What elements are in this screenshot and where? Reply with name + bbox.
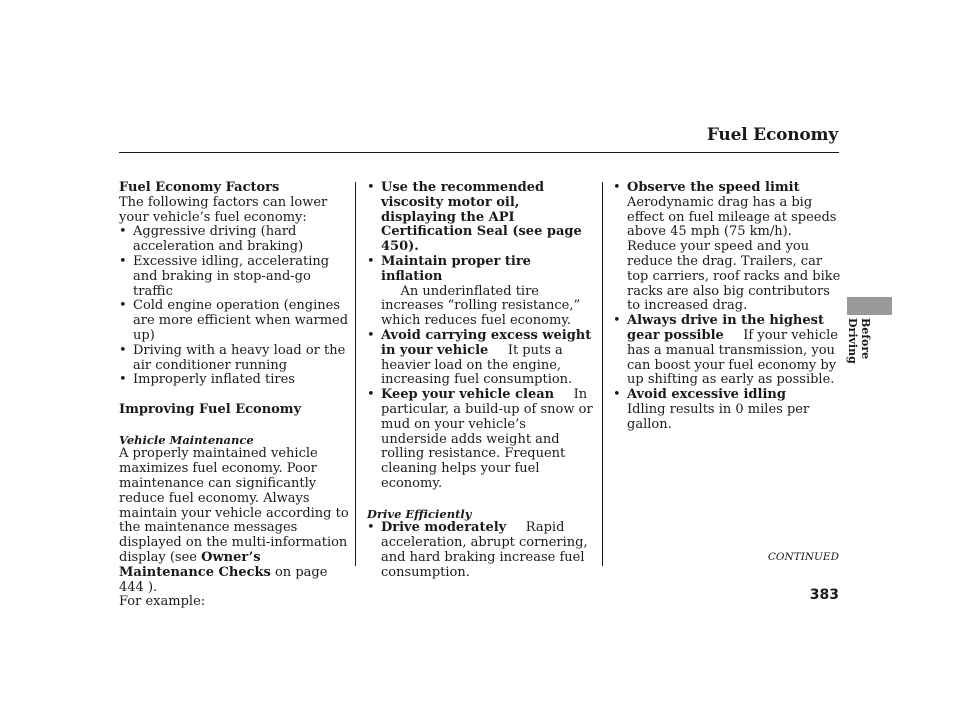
list-item: • Keep your vehicle clean In particular, a build-up of snow or mud on your vehicle’s underside adds weight and rolling resistance. Frequent cleaning helps your fuel economy. — [367, 387, 593, 491]
continued-label: CONTINUED — [767, 551, 839, 563]
list-item: • Always drive in the highest gear possible If your vehicle has a manual transmission, you can boost your fuel economy by up shifting as early as possible. — [613, 313, 838, 388]
column-1 — [119, 181, 351, 610]
list-item: • Observe the speed limit — [613, 180, 800, 195]
page-number: 383 — [809, 587, 839, 603]
tip-text: Aerodynamic drag has a big effect on fuel mileage at speeds above 45 mph (75 km/h). Reduce your speed and you reduce the drag. Trailers, car top carriers, roof racks and bike racks are also big contributors to increased drag. — [627, 194, 841, 314]
list-item: • Excessive idling, accelerating and braking in stop-and-go traffic — [119, 253, 330, 299]
page-title: Fuel Economy — [706, 125, 838, 145]
factors-list — [119, 225, 351, 388]
side-label: Before Driving — [846, 318, 872, 364]
improving-heading: Improving Fuel Economy — [119, 401, 302, 417]
maintenance-paragraph: A properly maintained vehicle maximizes fuel economy. Poor maintenance can significantly reduce fuel economy. Always maintain your vehicle according to the maintenance messages displayed on the multi-information display (see Owner’s Maintenance Checks on page 444 ). — [119, 446, 349, 595]
list-item: • Maintain proper tire inflation — [367, 253, 531, 284]
section-tab — [847, 297, 892, 315]
list-item: • Improperly inflated tires — [119, 372, 295, 388]
list-item: • Avoid excessive idling Idling results in 0 miles per gallon. — [613, 387, 810, 432]
maintenance-tail: For example: — [119, 594, 206, 610]
tip-text: An underinflated tire increases “rolling resistance,” which reduces fuel economy. — [381, 283, 581, 329]
list-item: • Avoid carrying excess weight in your vehicle It puts a heavier load on the engine, increasing fuel consumption. — [367, 327, 592, 388]
list-item: • Use the recommended viscosity motor oil, displaying the API Certification Seal (see page 450). — [367, 180, 582, 255]
column-divider-2 — [602, 182, 603, 566]
maintenance-subheading: Vehicle Maintenance — [119, 432, 254, 447]
column-3 — [613, 181, 841, 433]
column-divider-1 — [355, 182, 356, 566]
list-item: • Cold engine operation (engines are more efficient when warmed up) — [119, 298, 349, 343]
list-item: • Drive moderately Rapid acceleration, abrupt cornering, and hard braking increase fuel consumption. — [367, 520, 588, 580]
maintenance-link[interactable]: Owner’s Maintenance Checks — [119, 549, 271, 580]
header-rule — [119, 152, 839, 153]
column-2 — [367, 181, 595, 581]
factors-intro: The following factors can lower your vehicle’s fuel economy: — [119, 194, 328, 225]
list-item: • Driving with a heavy load or the air conditioner running — [119, 342, 346, 373]
drive-subheading: Drive Efficiently — [367, 506, 472, 521]
list-item: • Aggressive driving (hard acceleration and braking) — [119, 224, 304, 255]
factors-heading: Fuel Economy Factors — [119, 180, 280, 195]
